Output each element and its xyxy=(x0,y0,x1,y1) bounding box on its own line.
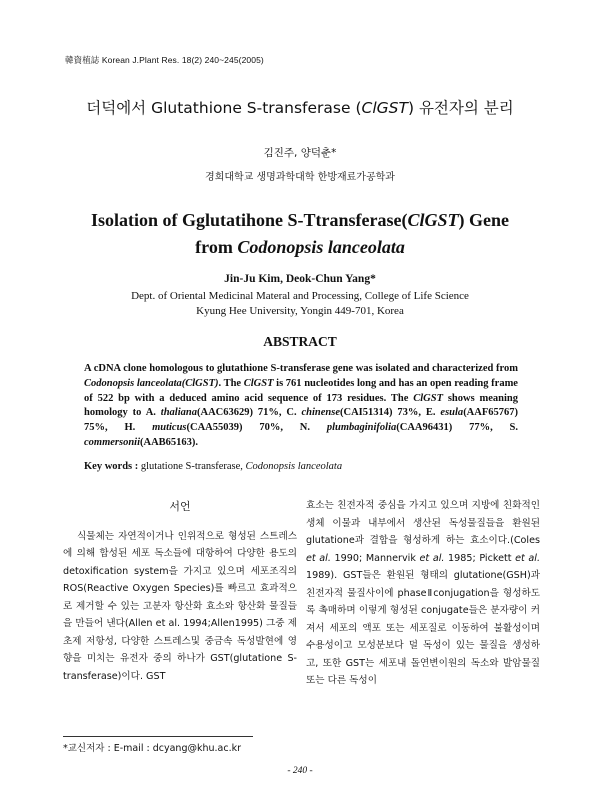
english-affiliation: Dept. of Oriental Medicinal Materal and Processing, College of Life Science Kyung Hee University, Yongin 449-701, Korea xyxy=(131,290,469,317)
corresponding-author-footnote: *교신저자 : E-mail : dcyang@khu.ac.kr xyxy=(63,743,242,754)
korean-authors: 김진주, 양덕춘* xyxy=(263,147,337,159)
footnote-divider xyxy=(63,736,253,737)
journal-citation: 韓資植誌 Korean J.Plant Res. 18(2) 240~245(2005) xyxy=(65,55,264,65)
intro-heading: 서언 xyxy=(169,500,191,513)
english-title: Isolation of Gglutatihone S-Ttransferase(ClGST) Gene from Codonopsis lanceolata xyxy=(91,210,509,257)
abstract-body: A cDNA clone homologous to glutathione S-transferase gene was isolated and characterized from Codonopsis lanceolata(ClGST). The ClGST is 761 nucleotides long and has an open reading frame of 522 bp with a deduced amino acid sequence of 173 residues. The ClGST shows meaning homology to A. thaliana(AAC63629) 71%, C. chinense(CAI51314) 73%, E. esula(AAF65767) 75%, H. muticus(CAA55039) 70%, N. plumbaginifolia(CAA96431) 77%, S. commersonii(AAB65163). xyxy=(84,363,519,448)
abstract-heading: ABSTRACT xyxy=(263,334,337,349)
intro-paragraph: 식물체는 자연적이거나 인위적으로 형성된 스트레스에 의해 합성된 세포 독소들에 대항하여 다양한 용도의 detoxification system을 가지고 있으며 세포조직의 ROS(Reactive Oxygen Species)를 빠르고 효과적으로 제거할 수 있는 고분자 항산화 효소와 항산화 물질들을 만들어 낸다(Allen et al. 1994;Allen1995) 그중 제초제 저항성, 다양한 스트레스및 중금속 독성발현에 영향을 미치는 유전자 중의 하나가 GST(glutatione S-transferase)이다. GST xyxy=(63,530,297,682)
page-number: - 240 - xyxy=(287,766,313,776)
korean-title: 더덕에서 Glutathione S-transferase (ClGST) 유전자의 분리 xyxy=(86,99,514,117)
intro-right-column xyxy=(306,497,540,690)
intro-left-column xyxy=(63,496,297,685)
intro-paragraph-continued: 효소는 친전자적 중심을 가지고 있으며 지방에 친화적인 생체 이물과 내부에서 생산된 독성물질들을 환원된 glutatione과 결합을 형성하게 하는 효소이다.(Coles et al. 1990; Mannervik et al. 1985; Pickett et al. 1989). GST들은 환원된 형태의 glutatione(GSH)과 친전자적 물질사이에 phaseⅡconjugation을 형성하도록 촉매하며 이렇게 형성된 conjugate들은 분자량이 커져서 세포의 액포 또는 세포질로 이동하여 불활성이며 수용성이고 모성분보다 덜 독성이 있는 물질을 생성하고, 또한 GST는 세포내 돌연변이원의 독소와 발암물질 또는 다른 독성이 xyxy=(306,500,541,686)
korean-affiliation: 경희대학교 생명과학대학 한방재료가공학과 xyxy=(205,172,395,183)
keywords: Key words : glutatione S-transferase, Codonopsis lanceolata xyxy=(84,461,343,472)
english-authors: Jin-Ju Kim, Deok-Chun Yang* xyxy=(224,273,376,285)
